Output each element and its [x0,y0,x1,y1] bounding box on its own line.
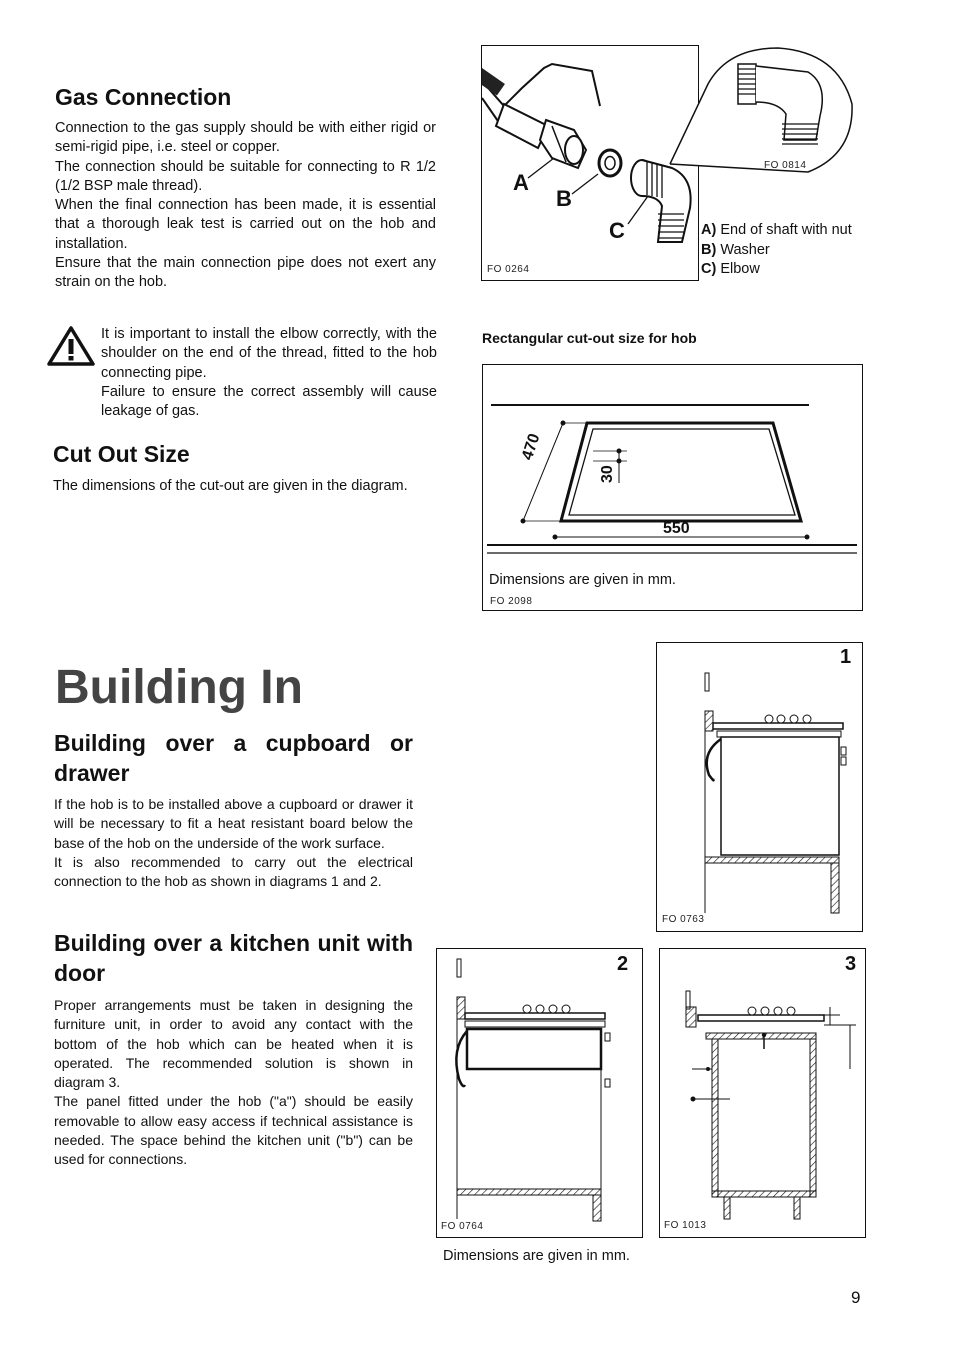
kitchen-unit-text [54,996,413,1170]
legend-item: A) End of shaft with nut [701,222,852,238]
dimension-depth: 470 [519,431,544,463]
label-a: A [513,170,529,195]
cupboard-text [54,795,413,891]
gas-paragraph: When the final connection has been made, it is essential that a thorough leak test is carried out on the hob and installation. [55,197,436,252]
gas-connection-heading: Gas Connection [55,84,232,110]
cupboard-paragraph: It is also recommended to carry out the electrical connection to the hob as shown in diagrams 1 and 2. [54,853,413,890]
warning-text [101,325,437,421]
diagram-2-drawing [437,949,644,1239]
diagram-2 [436,948,643,1238]
warning-triangle-icon [46,325,96,367]
detail-figure-code: FO 0814 [764,160,807,171]
warning-paragraph: Failure to ensure the correct assembly will cause leakage of gas. [101,383,437,420]
dimension-offset: 30 [599,465,616,483]
cutout-figure [482,364,863,611]
building-in-title: Building In [55,661,303,714]
diagram-1-drawing [657,643,864,933]
diagram-2-figure-code: FO 0764 [441,1221,484,1232]
diagram-1 [656,642,863,932]
diagram-2-number: 2 [617,953,629,975]
cupboard-paragraph: If the hob is to be installed above a cupboard or drawer it will be necessary to fit a heat resistant board below the base of the hob on the underside of the work surface. [54,796,413,851]
label-c: C [609,218,625,243]
diagram-1-number: 1 [840,646,852,668]
kitchen-unit-heading: Building over a kitchen unit with door [54,930,413,986]
cupboard-heading: Building over a cupboard or drawer [54,730,413,786]
kitchen-unit-paragraph: Proper arrangements must be taken in designing the furniture unit, in order to avoid any contact with the bottom of the hob which can be heated when it is operated. The recommended solution is shown in diagram 3. [54,997,413,1091]
cutout-dimensions-note: Dimensions are given in mm. [489,572,676,588]
figure-code: FO 0264 [487,264,530,275]
dimension-width: 550 [663,520,690,537]
gas-paragraph: Connection to the gas supply should be with either rigid or semi-rigid pipe, i.e. steel or copper. [55,120,436,156]
cut-out-size-heading: Cut Out Size [53,441,190,467]
gas-connection-text [55,119,436,293]
cutout-figure-code: FO 2098 [490,596,533,607]
label-b: B [556,186,572,211]
gas-figure-legend [701,221,901,280]
cut-out-size-text: The dimensions of the cut-out are given in the diagram. [53,478,408,494]
gas-connection-figure [481,45,699,281]
legend-item: B) Washer [701,241,770,258]
diagram-3-number: 3 [845,953,857,975]
legend-item: C) Elbow [701,261,760,277]
elbow-detail-drawing [668,44,858,180]
gas-paragraph: Ensure that the main connection pipe does not exert any strain on the hob. [55,255,436,291]
diagram-3-figure-code: FO 1013 [664,1220,707,1231]
cutout-figure-caption: Rectangular cut-out size for hob [482,330,697,346]
diagrams-dimensions-note: Dimensions are given in mm. [443,1248,630,1264]
diagram-3 [659,948,866,1238]
diagram-3-drawing [660,949,867,1239]
kitchen-unit-paragraph: The panel fitted under the hob ("a") should be easily removable to allow easy access if technical assistance is needed. The space behind the kitchen unit ("b") can be used for connections. [54,1093,413,1168]
diagram-1-figure-code: FO 0763 [662,914,705,925]
warning-paragraph: It is important to install the elbow correctly, with the shoulder on the end of the thread, fitted to the hob connecting pipe. [101,326,437,381]
gas-paragraph: The connection should be suitable for connecting to R 1/2 (1/2 BSP male thread). [55,158,436,194]
page-number: 9 [851,1288,861,1307]
